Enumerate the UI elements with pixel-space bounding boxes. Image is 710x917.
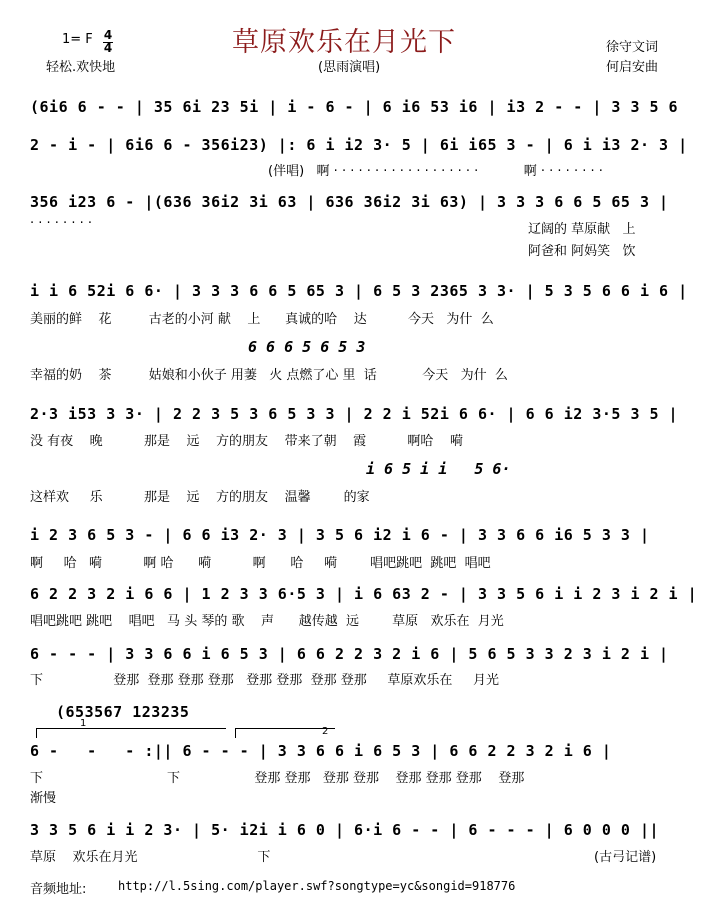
volta-1-label: 1 <box>80 718 87 729</box>
audio-label: 音频地址: <box>30 882 87 897</box>
tempo-rit-marking: 渐慢 <box>30 791 57 806</box>
composer-credit: 何启安曲 <box>606 60 659 75</box>
volta-2-line <box>235 728 335 729</box>
volta-1-line <box>36 728 226 729</box>
notation-insert-row-11: (653567 123235 <box>56 703 190 721</box>
notation-row-3: 356 i23 6 - |(636 36i2 3i 63 | 636 36i2 3i 63) | 3 3 3 6 6 5 65 3 | <box>30 193 669 211</box>
lyrics-row-4: 美丽的鲜 花 古老的小河 献 上 真诚的哈 达 今天 为什 么 <box>30 312 494 327</box>
song-title: 草原欢乐在月光下 <box>232 27 456 58</box>
lyrics-row-5: 幸福的奶 茶 姑娘和小伙子 用萋 火 点燃了心 里 话 今天 为什 么 <box>30 368 508 383</box>
transcriber-credit: (古弓记谱) <box>594 850 657 865</box>
lyrics-row-2: (伴唱) 啊 · · · · · · · · · · · · · · · · · · 啊 · · · · · · · · <box>268 164 603 179</box>
notation-row-4: i i 6 52i 6 6· | 3 3 3 6 6 5 65 3 | 6 5 3 2365 3 3· | 5 3 5 6 6 i 6 | <box>30 282 688 300</box>
tempo-marking: 轻松.欢快地 <box>46 60 116 75</box>
notation-row-9: 6 2 2 3 2 i 6 6 | 1 2 3 3 6·5 3 | i 6 63 2 - | 3 3 5 6 i i 2 3 i 2 i | <box>30 585 698 603</box>
notation-row-12: 6 - - - :|| 6 - - - | 3 3 6 6 i 6 5 3 | 6 6 2 2 3 2 i 6 | <box>30 742 612 760</box>
lyricist-credit: 徐守文词 <box>606 40 659 55</box>
lyrics-row-8: 啊 哈 嗬 啊 哈 嗬 啊 哈 嗬 唱吧跳吧 跳吧 唱吧 <box>30 556 491 571</box>
audio-url-link[interactable]: http://l.5sing.com/player.swf?songtype=yc&songid=918776 <box>118 879 516 893</box>
notation-row-10: 6 - - - | 3 3 6 6 i 6 5 3 | 6 6 2 2 3 2 i 6 | 5 6 5 3 3 2 3 i 2 i | <box>30 645 669 663</box>
notation-row-8: i 2 3 6 5 3 - | 6 6 i3 2· 3 | 3 5 6 i2 i 6 - | 3 3 6 6 i6 5 3 3 | <box>30 526 650 544</box>
lyrics-row-6: 没 有夜 晚 那是 远 方的朋友 带来了朝 霞 啊哈 嗬 <box>30 434 463 449</box>
key-signature: 1= F <box>62 32 93 47</box>
lyrics-row-9: 唱吧跳吧 跳吧 唱吧 马 头 琴的 歌 声 越传越 远 草原 欢乐在 月光 <box>30 614 504 629</box>
lyrics-row-7: 这样欢 乐 那是 远 方的朋友 温馨 的家 <box>30 490 370 505</box>
lyrics-row-12: 下 下 登那 登那 登那 登那 登那 登那 登那 登那 <box>30 771 525 786</box>
lyrics-row-10: 下 登那 登那 登那 登那 登那 登那 登那 登那 草原欢乐在 月光 <box>30 673 500 688</box>
notation-insert-row-7: i 6 5 i i 5 6· <box>366 460 511 478</box>
notation-row-1: (6i6 6 - - | 35 6i 23 5i | i - 6 - | 6 i6 53 i6 | i3 2 - - | 3 3 5 6 <box>30 98 679 116</box>
notation-row-6: 2·3 i53 3 3· | 2 2 3 5 3 6 5 3 3 | 2 2 i 52i 6 6· | 6 6 i2 3·5 3 5 | <box>30 405 679 423</box>
notation-row-2: 2 - i - | 6i6 6 - 356i23) |: 6 i i2 3· 5 | 6i i65 3 - | 6 i i3 2· 3 | <box>30 136 688 154</box>
lyrics-row-3: · · · · · · · · <box>30 216 92 231</box>
time-sig-top: 4 <box>103 28 113 42</box>
notation-row-13: 3 3 5 6 i i 2 3· | 5· i2i i 6 0 | 6·i 6 - - | 6 - - - | 6 0 0 0 || <box>30 821 660 839</box>
notation-insert-row-5: 6 6 6 5 6 5 3 <box>248 338 366 356</box>
lyrics-row-3-verse1: 辽阔的 草原献 上 <box>528 222 636 237</box>
time-sig-bottom: 4 <box>103 41 113 55</box>
volta-2-label: 2 <box>322 726 329 737</box>
lyrics-row-13: 草原 欢乐在月光 下 <box>30 850 271 865</box>
singer-credit: (思雨演唱) <box>318 60 381 75</box>
volta-1-start <box>36 728 37 738</box>
volta-2-start <box>235 728 236 738</box>
lyrics-row-3-verse2: 阿爸和 阿妈笑 饮 <box>528 244 636 259</box>
